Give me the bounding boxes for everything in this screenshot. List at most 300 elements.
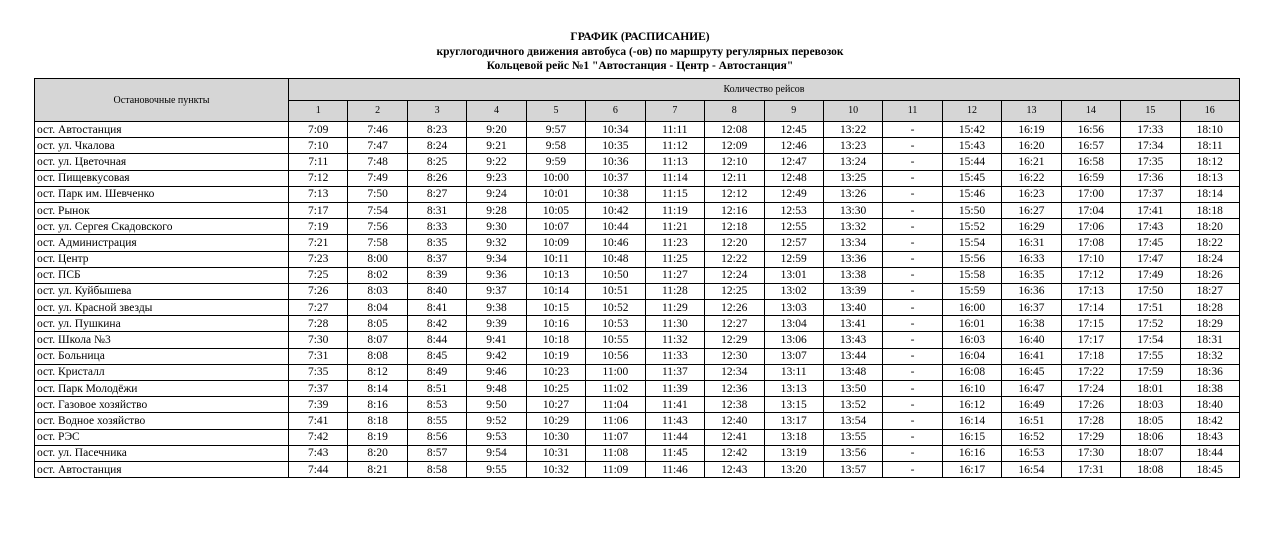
departure-time-cell: 9:36 (467, 267, 526, 283)
departure-time-cell: 18:43 (1180, 429, 1239, 445)
departure-time-cell: 10:36 (586, 154, 645, 170)
departure-time-cell: 17:04 (1061, 202, 1120, 218)
departure-time-cell: 18:28 (1180, 300, 1239, 316)
departure-time-cell: 7:11 (289, 154, 348, 170)
departure-time-cell: 8:33 (407, 219, 466, 235)
departure-time-cell: - (883, 381, 942, 397)
departure-time-cell: 7:49 (348, 170, 407, 186)
departure-time-cell: - (883, 283, 942, 299)
departure-time-cell: 8:42 (407, 316, 466, 332)
trip-number-header: 14 (1061, 100, 1120, 122)
departure-time-cell: 15:50 (942, 202, 1001, 218)
departure-time-cell: 13:34 (823, 235, 882, 251)
departure-time-cell: 18:38 (1180, 381, 1239, 397)
departure-time-cell: 11:21 (645, 219, 704, 235)
departure-time-cell: 10:50 (586, 267, 645, 283)
departure-time-cell: 8:57 (407, 445, 466, 461)
stop-name-cell: ост. ул. Куйбышева (35, 283, 289, 299)
departure-time-cell: 15:46 (942, 186, 1001, 202)
departure-time-cell: 12:34 (705, 364, 764, 380)
table-row (35, 316, 1240, 332)
trip-number-header: 1 (289, 100, 348, 122)
stop-name-cell: ост. Автостанция (35, 461, 289, 477)
departure-time-cell: 7:21 (289, 235, 348, 251)
departure-time-cell: 16:57 (1061, 138, 1120, 154)
departure-time-cell: - (883, 316, 942, 332)
trip-number-header: 8 (705, 100, 764, 122)
departure-time-cell: 8:39 (407, 267, 466, 283)
table-row (35, 267, 1240, 283)
departure-time-cell: 16:37 (1002, 300, 1061, 316)
departure-time-cell: 13:07 (764, 348, 823, 364)
departure-time-cell: 17:37 (1121, 186, 1180, 202)
departure-time-cell: 9:42 (467, 348, 526, 364)
trip-number-header: 11 (883, 100, 942, 122)
stop-name-cell: ост. ул. Сергея Скадовского (35, 219, 289, 235)
departure-time-cell: 9:20 (467, 122, 526, 138)
departure-time-cell: 16:59 (1061, 170, 1120, 186)
departure-time-cell: 8:03 (348, 283, 407, 299)
departure-time-cell: 13:44 (823, 348, 882, 364)
departure-time-cell: 18:32 (1180, 348, 1239, 364)
departure-time-cell: 13:18 (764, 429, 823, 445)
departure-time-cell: 9:58 (526, 138, 585, 154)
departure-time-cell: 9:32 (467, 235, 526, 251)
departure-time-cell: 11:30 (645, 316, 704, 332)
departure-time-cell: 11:09 (586, 461, 645, 477)
departure-time-cell: 16:20 (1002, 138, 1061, 154)
departure-time-cell: 17:14 (1061, 300, 1120, 316)
departure-time-cell: 17:30 (1061, 445, 1120, 461)
trip-number-header: 16 (1180, 100, 1239, 122)
departure-time-cell: 9:53 (467, 429, 526, 445)
departure-time-cell: - (883, 429, 942, 445)
departure-time-cell: 13:43 (823, 332, 882, 348)
departure-time-cell: 8:49 (407, 364, 466, 380)
departure-time-cell: 12:49 (764, 186, 823, 202)
departure-time-cell: 18:45 (1180, 461, 1239, 477)
document-title: ГРАФИК (РАСПИСАНИЕ) (570, 31, 710, 43)
departure-time-cell: - (883, 202, 942, 218)
departure-time-cell: 16:17 (942, 461, 1001, 477)
trip-number-header: 5 (526, 100, 585, 122)
departure-time-cell: 18:14 (1180, 186, 1239, 202)
departure-time-cell: 10:29 (526, 413, 585, 429)
departure-time-cell: 11:43 (645, 413, 704, 429)
departure-time-cell: 18:18 (1180, 202, 1239, 218)
departure-time-cell: 10:13 (526, 267, 585, 283)
departure-time-cell: 16:45 (1002, 364, 1061, 380)
document-subtitle: круглогодичного движения автобуса (-ов) по маршруту регулярных перевозок (436, 45, 844, 58)
departure-time-cell: 13:24 (823, 154, 882, 170)
departure-time-cell: 10:00 (526, 170, 585, 186)
departure-time-cell: 16:27 (1002, 202, 1061, 218)
departure-time-cell: 13:02 (764, 283, 823, 299)
departure-time-cell: 16:23 (1002, 186, 1061, 202)
departure-time-cell: 13:38 (823, 267, 882, 283)
stop-name-cell: ост. Администрация (35, 235, 289, 251)
departure-time-cell: 11:45 (645, 445, 704, 461)
departure-time-cell: 18:12 (1180, 154, 1239, 170)
departure-time-cell: - (883, 461, 942, 477)
table-row (35, 251, 1240, 267)
trip-number-header: 10 (823, 100, 882, 122)
departure-time-cell: 8:45 (407, 348, 466, 364)
departure-time-cell: 8:08 (348, 348, 407, 364)
departure-time-cell: 8:31 (407, 202, 466, 218)
departure-time-cell: 10:32 (526, 461, 585, 477)
departure-time-cell: 7:44 (289, 461, 348, 477)
departure-time-cell: 11:19 (645, 202, 704, 218)
departure-time-cell: 16:41 (1002, 348, 1061, 364)
departure-time-cell: 8:25 (407, 154, 466, 170)
departure-time-cell: - (883, 300, 942, 316)
departure-time-cell: 10:09 (526, 235, 585, 251)
departure-time-cell: 17:18 (1061, 348, 1120, 364)
departure-time-cell: 9:28 (467, 202, 526, 218)
departure-time-cell: 17:47 (1121, 251, 1180, 267)
departure-time-cell: 10:51 (586, 283, 645, 299)
departure-time-cell: 13:48 (823, 364, 882, 380)
departure-time-cell: 18:26 (1180, 267, 1239, 283)
departure-time-cell: - (883, 154, 942, 170)
departure-time-cell: 8:56 (407, 429, 466, 445)
departure-time-cell: 17:29 (1061, 429, 1120, 445)
departure-time-cell: 8:07 (348, 332, 407, 348)
departure-time-cell: 10:52 (586, 300, 645, 316)
departure-time-cell: 11:46 (645, 461, 704, 477)
departure-time-cell: 12:36 (705, 381, 764, 397)
departure-time-cell: 7:17 (289, 202, 348, 218)
trip-number-header: 12 (942, 100, 1001, 122)
departure-time-cell: 13:04 (764, 316, 823, 332)
table-row (35, 445, 1240, 461)
departure-time-cell: 18:44 (1180, 445, 1239, 461)
departure-time-cell: 16:40 (1002, 332, 1061, 348)
departure-time-cell: 13:06 (764, 332, 823, 348)
departure-time-cell: 13:54 (823, 413, 882, 429)
departure-time-cell: 9:23 (467, 170, 526, 186)
departure-time-cell: 12:38 (705, 397, 764, 413)
departure-time-cell: 11:37 (645, 364, 704, 380)
table-row (35, 283, 1240, 299)
departure-time-cell: 7:50 (348, 186, 407, 202)
table-row (35, 170, 1240, 186)
departure-time-cell: 11:33 (645, 348, 704, 364)
departure-time-cell: 7:58 (348, 235, 407, 251)
departure-time-cell: 10:18 (526, 332, 585, 348)
departure-time-cell: 9:59 (526, 154, 585, 170)
departure-time-cell: 12:47 (764, 154, 823, 170)
departure-time-cell: 13:20 (764, 461, 823, 477)
table-row (35, 413, 1240, 429)
departure-time-cell: 12:08 (705, 122, 764, 138)
departure-time-cell: 8:02 (348, 267, 407, 283)
stop-name-cell: ост. ул. Пасечника (35, 445, 289, 461)
departure-time-cell: 9:38 (467, 300, 526, 316)
departure-time-cell: 11:41 (645, 397, 704, 413)
stop-name-cell: ост. Больница (35, 348, 289, 364)
departure-time-cell: 12:42 (705, 445, 764, 461)
departure-time-cell: 12:10 (705, 154, 764, 170)
departure-time-cell: 16:21 (1002, 154, 1061, 170)
departure-time-cell: 11:44 (645, 429, 704, 445)
departure-time-cell: 9:22 (467, 154, 526, 170)
departure-time-cell: 7:42 (289, 429, 348, 445)
departure-time-cell: 8:58 (407, 461, 466, 477)
departure-time-cell: 17:43 (1121, 219, 1180, 235)
departure-time-cell: 16:01 (942, 316, 1001, 332)
departure-time-cell: 8:44 (407, 332, 466, 348)
departure-time-cell: 10:15 (526, 300, 585, 316)
table-row (35, 186, 1240, 202)
departure-time-cell: 12:30 (705, 348, 764, 364)
departure-time-cell: 17:36 (1121, 170, 1180, 186)
departure-time-cell: 16:03 (942, 332, 1001, 348)
departure-time-cell: 10:56 (586, 348, 645, 364)
departure-time-cell: 17:52 (1121, 316, 1180, 332)
departure-time-cell: 11:32 (645, 332, 704, 348)
departure-time-cell: 17:22 (1061, 364, 1120, 380)
departure-time-cell: 8:19 (348, 429, 407, 445)
stop-name-cell: ост. ул. Пушкина (35, 316, 289, 332)
departure-time-cell: 13:17 (764, 413, 823, 429)
departure-time-cell: 13:39 (823, 283, 882, 299)
departure-time-cell: - (883, 364, 942, 380)
departure-time-cell: 9:52 (467, 413, 526, 429)
departure-time-cell: 9:24 (467, 186, 526, 202)
departure-time-cell: 13:26 (823, 186, 882, 202)
departure-time-cell: 18:06 (1121, 429, 1180, 445)
departure-time-cell: - (883, 219, 942, 235)
departure-time-cell: 10:42 (586, 202, 645, 218)
departure-time-cell: 8:51 (407, 381, 466, 397)
departure-time-cell: 13:11 (764, 364, 823, 380)
departure-time-cell: 17:13 (1061, 283, 1120, 299)
departure-time-cell: 17:31 (1061, 461, 1120, 477)
departure-time-cell: 16:19 (1002, 122, 1061, 138)
departure-time-cell: 12:12 (705, 186, 764, 202)
departure-time-cell: 13:57 (823, 461, 882, 477)
stops-column-header: Остановочные пункты (35, 79, 289, 122)
table-row (35, 332, 1240, 348)
departure-time-cell: 17:26 (1061, 397, 1120, 413)
table-row (35, 348, 1240, 364)
departure-time-cell: 16:58 (1061, 154, 1120, 170)
departure-time-cell: 10:37 (586, 170, 645, 186)
departure-time-cell: 17:50 (1121, 283, 1180, 299)
departure-time-cell: 8:41 (407, 300, 466, 316)
departure-time-cell: 12:57 (764, 235, 823, 251)
departure-time-cell: 15:52 (942, 219, 1001, 235)
departure-time-cell: 11:12 (645, 138, 704, 154)
departure-time-cell: 15:59 (942, 283, 1001, 299)
stop-name-cell: ост. ул. Красной звезды (35, 300, 289, 316)
departure-time-cell: 12:27 (705, 316, 764, 332)
departure-time-cell: 10:35 (586, 138, 645, 154)
departure-time-cell: 7:23 (289, 251, 348, 267)
departure-time-cell: 11:08 (586, 445, 645, 461)
departure-time-cell: 9:55 (467, 461, 526, 477)
table-row (35, 381, 1240, 397)
departure-time-cell: 12:25 (705, 283, 764, 299)
departure-time-cell: 11:25 (645, 251, 704, 267)
departure-time-cell: 17:41 (1121, 202, 1180, 218)
departure-time-cell: 16:10 (942, 381, 1001, 397)
departure-time-cell: 17:35 (1121, 154, 1180, 170)
departure-time-cell: 18:10 (1180, 122, 1239, 138)
departure-time-cell: - (883, 138, 942, 154)
table-row (35, 219, 1240, 235)
departure-time-cell: 16:53 (1002, 445, 1061, 461)
departure-time-cell: 13:23 (823, 138, 882, 154)
departure-time-cell: 8:26 (407, 170, 466, 186)
departure-time-cell: 11:00 (586, 364, 645, 380)
departure-time-cell: 8:55 (407, 413, 466, 429)
departure-time-cell: 17:49 (1121, 267, 1180, 283)
departure-time-cell: - (883, 348, 942, 364)
departure-time-cell: 16:15 (942, 429, 1001, 445)
trip-number-header: 2 (348, 100, 407, 122)
departure-time-cell: 12:24 (705, 267, 764, 283)
departure-time-cell: 13:36 (823, 251, 882, 267)
trip-number-header: 13 (1002, 100, 1061, 122)
departure-time-cell: 11:07 (586, 429, 645, 445)
stop-name-cell: ост. Школа №3 (35, 332, 289, 348)
departure-time-cell: 9:39 (467, 316, 526, 332)
stop-name-cell: ост. ул. Цветочная (35, 154, 289, 170)
departure-time-cell: 15:44 (942, 154, 1001, 170)
departure-time-cell: 17:55 (1121, 348, 1180, 364)
table-row (35, 461, 1240, 477)
departure-time-cell: 12:59 (764, 251, 823, 267)
departure-time-cell: 11:23 (645, 235, 704, 251)
departure-time-cell: 12:41 (705, 429, 764, 445)
departure-time-cell: 18:01 (1121, 381, 1180, 397)
departure-time-cell: 17:54 (1121, 332, 1180, 348)
table-row (35, 138, 1240, 154)
departure-time-cell: 13:01 (764, 267, 823, 283)
departure-time-cell: 16:22 (1002, 170, 1061, 186)
departure-time-cell: 18:11 (1180, 138, 1239, 154)
departure-time-cell: 17:34 (1121, 138, 1180, 154)
departure-time-cell: 18:08 (1121, 461, 1180, 477)
departure-time-cell: 12:11 (705, 170, 764, 186)
departure-time-cell: 10:34 (586, 122, 645, 138)
departure-time-cell: 10:14 (526, 283, 585, 299)
departure-time-cell: 16:47 (1002, 381, 1061, 397)
departure-time-cell: 13:03 (764, 300, 823, 316)
table-row (35, 235, 1240, 251)
departure-time-cell: 12:09 (705, 138, 764, 154)
departure-time-cell: 7:37 (289, 381, 348, 397)
departure-time-cell: 12:18 (705, 219, 764, 235)
departure-time-cell: 15:42 (942, 122, 1001, 138)
departure-time-cell: 9:46 (467, 364, 526, 380)
stop-name-cell: ост. Кристалл (35, 364, 289, 380)
departure-time-cell: 10:48 (586, 251, 645, 267)
departure-time-cell: 7:28 (289, 316, 348, 332)
departure-time-cell: 18:40 (1180, 397, 1239, 413)
departure-time-cell: 8:27 (407, 186, 466, 202)
departure-time-cell: 8:18 (348, 413, 407, 429)
departure-time-cell: 17:00 (1061, 186, 1120, 202)
departure-time-cell: 7:27 (289, 300, 348, 316)
departure-time-cell: 18:31 (1180, 332, 1239, 348)
trip-number-header: 4 (467, 100, 526, 122)
departure-time-cell: 9:57 (526, 122, 585, 138)
departure-time-cell: 16:35 (1002, 267, 1061, 283)
departure-time-cell: 16:16 (942, 445, 1001, 461)
departure-time-cell: 8:21 (348, 461, 407, 477)
departure-time-cell: 13:50 (823, 381, 882, 397)
departure-time-cell: 12:29 (705, 332, 764, 348)
departure-time-cell: 10:31 (526, 445, 585, 461)
departure-time-cell: 16:54 (1002, 461, 1061, 477)
departure-time-cell: 17:12 (1061, 267, 1120, 283)
departure-time-cell: 10:46 (586, 235, 645, 251)
trip-number-header: 3 (407, 100, 466, 122)
departure-time-cell: 7:46 (348, 122, 407, 138)
departure-time-cell: 18:07 (1121, 445, 1180, 461)
departure-time-cell: 10:23 (526, 364, 585, 380)
departure-time-cell: 7:30 (289, 332, 348, 348)
departure-time-cell: 7:41 (289, 413, 348, 429)
departure-time-cell: 16:04 (942, 348, 1001, 364)
departure-time-cell: 12:48 (764, 170, 823, 186)
trip-number-header: 6 (586, 100, 645, 122)
table-row (35, 202, 1240, 218)
departure-time-cell: - (883, 251, 942, 267)
departure-time-cell: 15:43 (942, 138, 1001, 154)
departure-time-cell: 18:20 (1180, 219, 1239, 235)
departure-time-cell: 18:13 (1180, 170, 1239, 186)
departure-time-cell: 18:24 (1180, 251, 1239, 267)
departure-time-cell: 7:13 (289, 186, 348, 202)
departure-time-cell: 9:54 (467, 445, 526, 461)
departure-time-cell: 13:40 (823, 300, 882, 316)
departure-time-cell: 8:40 (407, 283, 466, 299)
departure-time-cell: 7:47 (348, 138, 407, 154)
departure-time-cell: 12:20 (705, 235, 764, 251)
departure-time-cell: 18:42 (1180, 413, 1239, 429)
departure-time-cell: 8:37 (407, 251, 466, 267)
departure-time-cell: 17:10 (1061, 251, 1120, 267)
departure-time-cell: 16:56 (1061, 122, 1120, 138)
departure-time-cell: 7:26 (289, 283, 348, 299)
departure-time-cell: 18:22 (1180, 235, 1239, 251)
departure-time-cell: 11:39 (645, 381, 704, 397)
departure-time-cell: 10:44 (586, 219, 645, 235)
departure-time-cell: - (883, 235, 942, 251)
stop-name-cell: ост. Автостанция (35, 122, 289, 138)
departure-time-cell: 17:15 (1061, 316, 1120, 332)
departure-time-cell: 10:30 (526, 429, 585, 445)
departure-time-cell: 10:19 (526, 348, 585, 364)
departure-time-cell: 16:52 (1002, 429, 1061, 445)
table-row (35, 122, 1240, 138)
departure-time-cell: - (883, 413, 942, 429)
departure-time-cell: 16:29 (1002, 219, 1061, 235)
departure-time-cell: 17:08 (1061, 235, 1120, 251)
departure-time-cell: 16:33 (1002, 251, 1061, 267)
departure-time-cell: - (883, 122, 942, 138)
stop-name-cell: ост. Рынок (35, 202, 289, 218)
departure-time-cell: 11:29 (645, 300, 704, 316)
departure-time-cell: 11:27 (645, 267, 704, 283)
departure-time-cell: 17:17 (1061, 332, 1120, 348)
departure-time-cell: 8:04 (348, 300, 407, 316)
